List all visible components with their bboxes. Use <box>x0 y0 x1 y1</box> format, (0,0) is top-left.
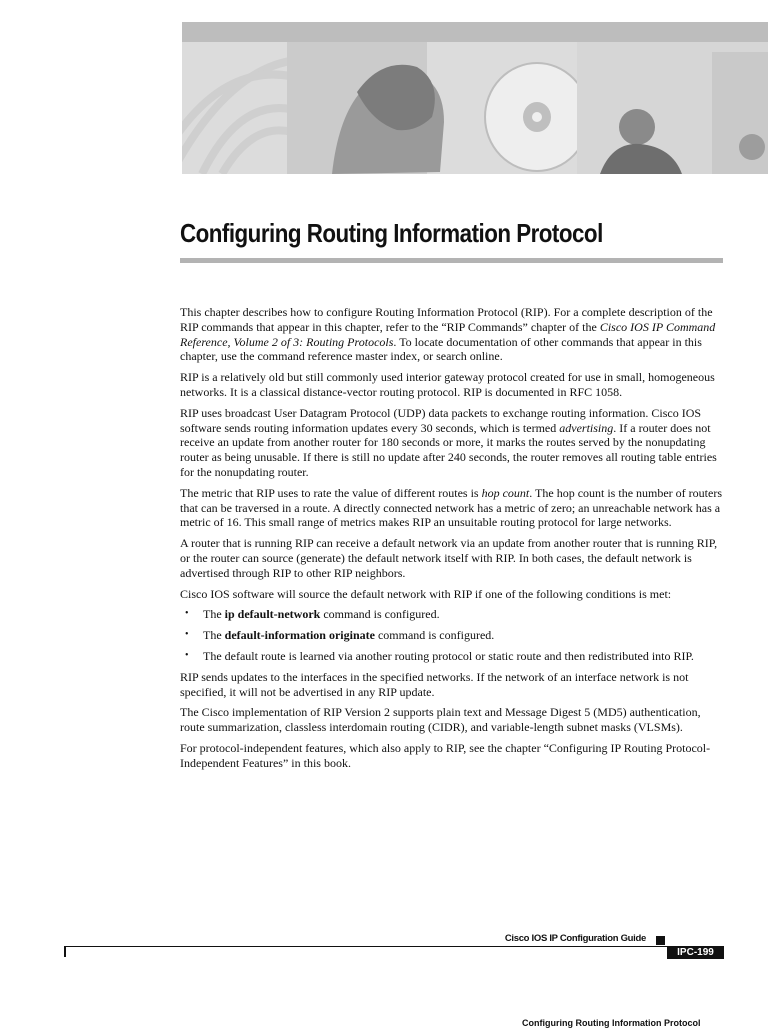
default-network-paragraph: A router that is running RIP can receive a default network via an update from another router that is running RIP, or the router can source (generate) the default network itself with RIP. In both cases, the default network is advertised through RIP to other RIP neighbors. <box>180 536 718 580</box>
updates-text: RIP uses broadcast User Datagram Protocol (UDP) data packets to exchange routing information. Cisco IOS software sends routing information updates every 30 seconds, which is termed <box>180 405 702 435</box>
protocol-independent-paragraph: For protocol-independent features, which also apply to RIP, see the chapter “Configuring IP Routing Protocol-Independent Features” in this book. <box>180 740 711 770</box>
updates-text-end: . If a router does not receive an update from another router for 180 seconds or more, it marks the routes served by the nonupdating router as being unusable. If there is still no update after 240 seconds, the router removes all routing table entries for the nonupdating router. <box>180 420 717 479</box>
footer-rule <box>64 946 667 947</box>
footer-guide-title: Cisco IOS IP Configuration Guide <box>504 933 646 944</box>
list-item-text: The <box>203 628 225 643</box>
rip-overview-paragraph: RIP is a relatively old but still commonly used interior gateway protocol created for use in small, homogeneous networks. It is a classical distance-vector routing protocol. RIP is documented in RFC 1058. <box>180 370 715 399</box>
conditions-list <box>180 607 723 663</box>
updates-interfaces-paragraph: RIP sends updates to the interfaces in the specified networks. If the network of an interface network is not specified, it will not be advertised in any RIP update. <box>180 669 689 699</box>
bullet-marker: • <box>185 608 189 620</box>
bullet-marker: • <box>185 649 189 661</box>
intro-text: This chapter describes how to configure Routing Information Protocol (RIP). For a complete description of the RIP commands that appear in this chapter, refer to the “RIP Commands” chapter of the <box>180 305 713 334</box>
metric-text-end: . The hop count is the number of routers that can be traversed in a route. A directly connected network has a metric of zero; an unreachable network has a metric of 16. This small range of metrics makes RIP an unsuitable routing protocol for large networks. <box>180 485 722 530</box>
metric-text: The metric that RIP uses to rate the value of different routes is <box>180 485 482 500</box>
chapter-banner-image <box>182 22 768 174</box>
title-underline <box>180 258 723 263</box>
chapter-title: Configuring Routing Information Protocol <box>180 218 603 248</box>
intro-text-end: . To locate documentation of other commands that appear in this chapter, use the command reference master index, or search online. <box>180 334 702 364</box>
list-item-text-end: command is configured. <box>374 628 495 643</box>
command-name: default-information originate <box>224 628 375 643</box>
rip-updates-paragraph <box>180 406 723 480</box>
intro-paragraph <box>180 305 723 364</box>
metric-paragraph <box>180 486 723 530</box>
list-item <box>180 628 723 643</box>
advertising-term: advertising <box>559 420 614 435</box>
bullet-marker: • <box>185 629 189 641</box>
conditions-intro-paragraph: Cisco IOS software will source the default network with RIP if one of the following conditions is met: <box>180 586 672 601</box>
reference-title-link: Cisco IOS IP Command Reference, Volume 2 of 3: Routing Protocols <box>180 319 716 349</box>
list-item <box>180 649 723 664</box>
list-item-text: The default route is learned via another routing protocol or static route and then redistributed into RIP. <box>203 648 694 663</box>
chapter-body <box>180 305 723 777</box>
rip-v2-paragraph: The Cisco implementation of RIP Version 2 supports plain text and Message Digest 5 (MD5) authentication, route summarization, classless interdomain routing (CIDR), and variable-length subnet masks (VLSMs). <box>180 705 701 735</box>
list-item <box>180 607 723 622</box>
page-number: IPC-199 <box>667 946 724 959</box>
list-item-text: The <box>203 607 225 622</box>
banner-photo-collage <box>182 22 768 174</box>
hop-count-term: hop count <box>481 485 530 500</box>
next-page-header-cutoff: Configuring Routing Information Protocol <box>522 1018 701 1028</box>
list-item-text-end: command is configured. <box>320 607 440 622</box>
footer-left-tick <box>64 946 66 957</box>
footer-marker <box>656 936 665 945</box>
command-name: ip default-network <box>224 607 321 622</box>
